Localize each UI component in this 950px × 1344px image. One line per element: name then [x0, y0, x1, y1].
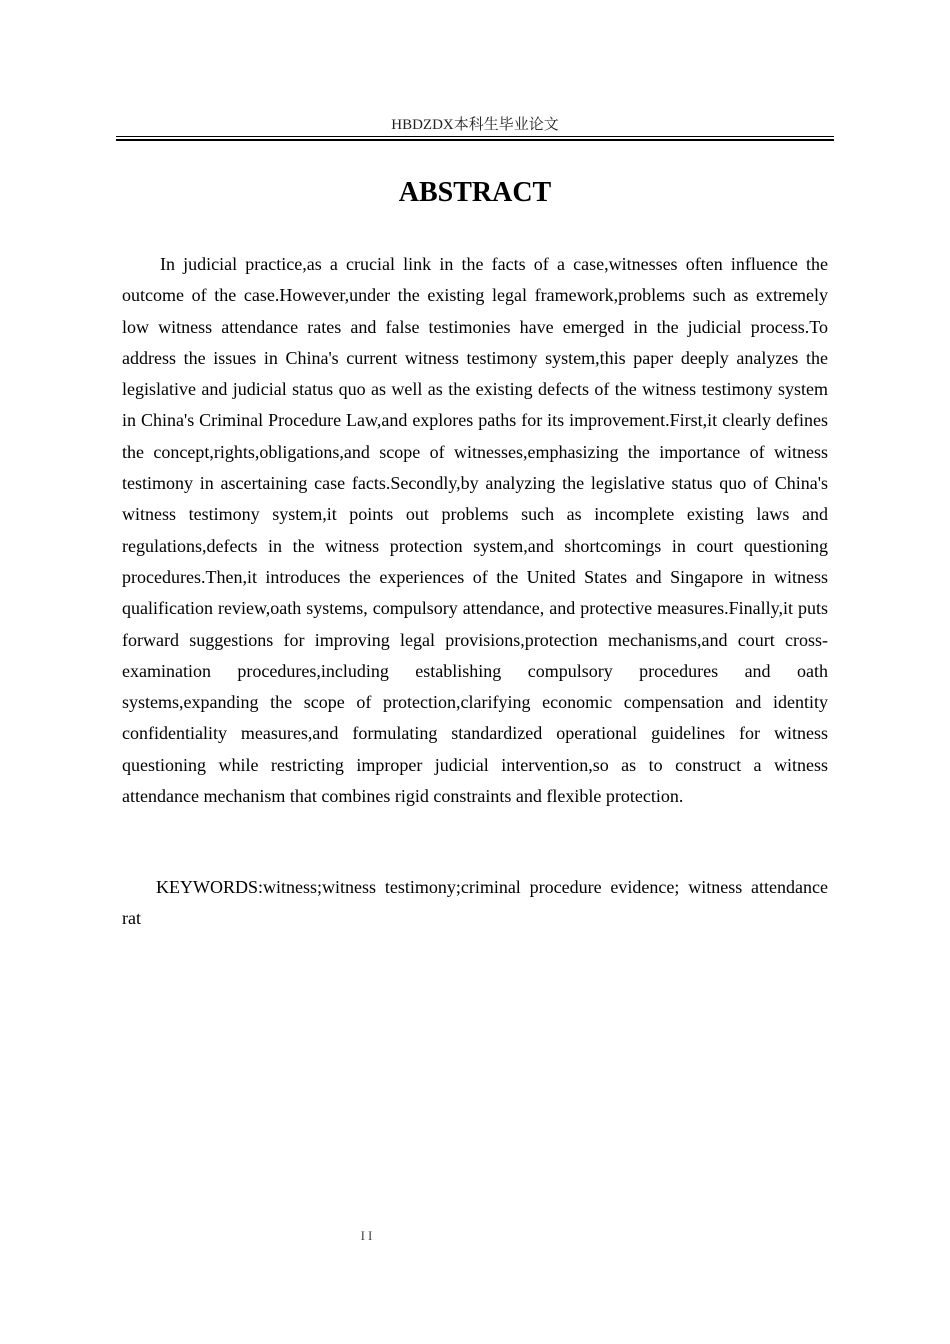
running-header: HBDZDX本科生毕业论文 — [391, 117, 559, 133]
keywords-paragraph: KEYWORDS:witness;witness testimony;criminal procedure evidence; witness attendance rat — [122, 877, 828, 929]
abstract-title: ABSTRACT — [398, 177, 552, 208]
page-number: II — [360, 1228, 376, 1243]
abstract-paragraph: In judicial practice,as a crucial link in the facts of a case,witnesses often influence the outcome of the case.However,under the existing legal framework,problems such as extremely low witness attendance rates and false testimonies have emerged in the judicial process.To address the issues in China's current witness testimony system,this paper deeply analyzes the legislative and judicial status quo as well as the existing defects of the witness testimony system in China's Criminal Procedure Law,and explores paths for its improvement.First,it clearly defines the concept,rights,obligations,and scope of witnesses,emphasizing the importance of witness testimony in ascertaining case facts.Secondly,by analyzing the legislative status quo of China's witness testimony system,it points out problems such as incomplete existing laws and regulations,defects in the witness protection system,and shortcomings in court questioning procedures.Then,it introduces the experiences of the United States and Singapore in witness qualification review,oath systems, compulsory attendance, and protective measures.Finally,it puts forward suggestions for improving legal provisions,protection mechanisms,and court cross-examination procedures,including establishing compulsory procedures and oath systems,expanding the scope of protection,clarifying economic compensation and identity confidentiality measures,and formulating standardized operational guidelines for witness questioning while restricting improper judicial intervention,so as to construct a witness attendance mechanism that combines rigid constraints and flexible protection. — [122, 254, 828, 807]
header-rule-thin — [116, 136, 834, 137]
header-rule-thick — [116, 139, 834, 141]
